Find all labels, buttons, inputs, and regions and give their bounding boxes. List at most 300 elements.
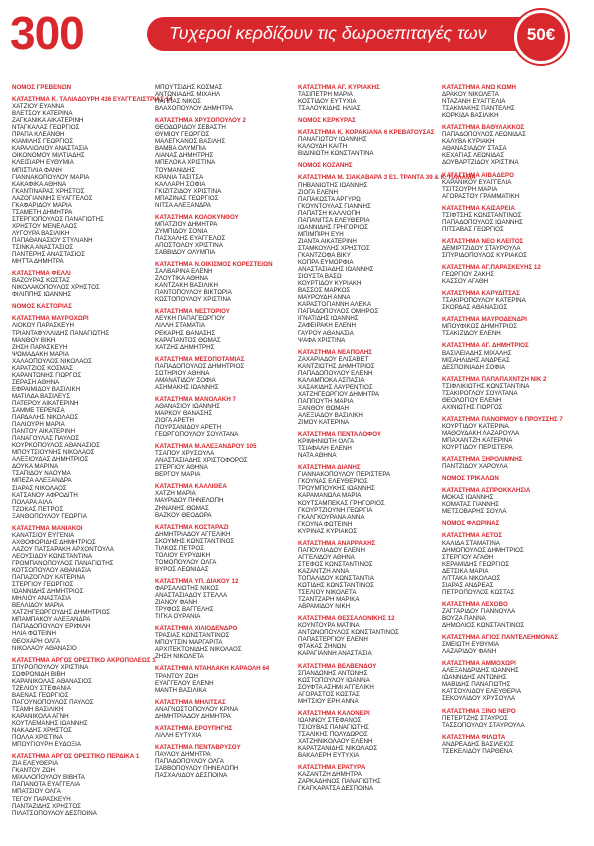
winner-name: ΠΑΠΑΚΩΣΤΑ ΑΡΓΥΡΩ <box>298 195 361 203</box>
section-title: ΚΑΤΑΣΤΗΜΑ ΝΤΑΗΛΑΚΗ ΚΑΡΑΟΛΗ 64 <box>155 665 270 673</box>
winner-name: ΚΟΠΡΑ ΕΥΜΟΡΦΙΑ <box>298 259 354 267</box>
winner-name: ΠΡΑΠΑ ΚΛΕΑΝΘΗ <box>12 131 65 139</box>
winner-name: ΠΑΠΠΑΣ ΝΙΚΟΣ <box>155 98 201 106</box>
column-2 <box>155 84 300 784</box>
winner-name: ΚΙΑΜΙΛΗΣ ΓΕΩΡΓΙΟΣ <box>12 138 74 146</box>
winner-name: ΣΚΟΥΜΗΣ ΚΩΝΣΤΑΝΤΙΝΟΣ <box>155 537 235 545</box>
winner-name: ΤΣΑΜΗ ΒΑΣΙΛΙΚΗ <box>12 705 64 713</box>
winner-name: ΣΙΑΡΑΣ ΑΝΔΡΕΑΣ <box>442 581 494 589</box>
winner-name: ΔΕΣΠΟΙΝΙΑΔΗ ΣΟΦΙΑ <box>442 363 506 371</box>
store-section <box>12 96 173 266</box>
winner-name: ΨΩΜΑΔΑΚΗ ΜΑΡΙΑ <box>12 350 69 358</box>
store-section <box>442 487 587 515</box>
winner-name: ΠΑΤΕΡΟΥ ΑΙΚΑΤΕΡΙΝΗ <box>12 399 79 407</box>
section-title: ΚΑΤΑΣΤΗΜΑ ΚΑΡΥΔΙΤΣΑΣ <box>442 290 520 298</box>
section-title: ΚΑΤΑΣΤΗΜΑ ΜΑΥΡΟΧΩΡΙ <box>12 315 89 323</box>
winner-name: ΚΥΡΙΝΑΣ ΚΥΡΙΑΚΟΣ <box>298 527 358 535</box>
winner-name: ΚΑΛΥΒΑ ΚΥΡΙΑΚΗ <box>442 138 495 146</box>
winner-name: ΑΝΑΣΤΑΣΙΑΔΗΣ ΙΩΑΝΝΗΣ <box>298 266 374 274</box>
winner-name: ΑΜΑΝΑΤΙΔΟΥ ΣΟΦΙΑ <box>155 376 216 384</box>
winner-name: ΑΧΘΟΦΟΡΙΔΗΣ ΔΗΜΗΤΡΙΟΣ <box>12 538 96 546</box>
winner-name: ΜΠΙΣΤΙΛΙΑ ΦΑΝΗ <box>12 166 62 174</box>
store-section <box>442 456 587 470</box>
section-title: ΚΑΤΑΣΤΗΜΑ ΠΑΠΑΠΑΧΝΤΖΗ ΝΙΚ 2 <box>442 375 547 383</box>
section-title: ΚΑΤΑΣΤΗΜΑ Κ. ΚΟΡΑΚΙΑΝΑ 6 ΚΡΕΒΑΤΟΥΣΑΣ <box>298 129 435 137</box>
winner-name: ΣΤΕΦΟΣ ΚΩΝΣΤΑΝΤΙΝΟΣ <box>298 560 373 568</box>
winner-name: ΚΟΣΤΙΔΟΥ ΕΥΤΥΧΙΑ <box>298 98 357 106</box>
winner-name: ΚΑΤΣΟΥΛΙΔΟΥ ΕΛΕΥΘΕΡΙΑ <box>442 688 521 696</box>
winner-name: ΑΝΑΣΤΑΣΙΑΔΗΣ ΧΡΙΣΤΟΦΟΡΟΣ <box>155 457 248 465</box>
winner-name: ΠΑΝΤΖΙΔΟΥ ΧΑΡΟΥΛΑ <box>442 463 508 471</box>
section-title: ΚΑΤΑΣΤΗΜΑ ΑΝΑΡΡΑΧΗΣ <box>298 539 376 547</box>
winner-name: ΒΑΕΝΑΣ ΓΕΩΡΓΙΟΣ <box>12 691 69 699</box>
winner-name: ΓΡΟΜΠΑΝΟΠΟΥΛΟΣ ΠΑΝΑΓΙΩΤΗΣ <box>12 560 114 567</box>
winner-name: ΧΡΗΣΤΟΥ ΜΕΝΕΛΑΟΣ <box>12 222 78 230</box>
winner-name: ΤΡΑΝΤΟΥ ΖΩΗ <box>155 672 198 680</box>
winner-name: ΜΑΘΟΥΔΑΚΗ ΛΑΖΑΡΟΥΛΑ <box>442 429 520 437</box>
winner-name: ΤΖΟΚΑΣ ΠΕΤΡΟΣ <box>12 505 64 513</box>
winner-name: ΚΑΡΑΓΙΑΝΝΗ ΑΝΑΣΤΑΣΙΑ <box>298 650 372 658</box>
section-title: ΚΑΤΑΣΤΗΜΑ ΠΑΝΟΡΜΟΥ 6 ΠΡΟΥΣΣΗΣ 7 <box>442 415 563 423</box>
winner-name: ΚΑΛΙΔΑ ΣΤΑΜΑΤΙΝΑ <box>442 539 500 547</box>
winner-name: ΡΕΚΑΡΗΣ ΘΑΝΑΣΗΣ <box>155 329 216 337</box>
header-title: Τυχεροί κερδίζουν τις δωροεπιταγές των <box>169 23 487 43</box>
section-title: ΚΑΤΑΣΤΗΜΑ ΝΕΣΤΟΡΙΟΥ <box>155 308 230 316</box>
winner-name: ΚΟΥΡΤΙΔΟΥ ΚΥΡΙΑΚΗ <box>298 280 362 288</box>
store-section <box>155 725 300 739</box>
winner-name: ΜΕΤΣΟΒΑΡΗΣ ΣΟΥΛΑ <box>442 508 507 516</box>
winner-name: ΒΥΡΟΣ ΛΕΩΝΙΔΑΣ <box>155 565 209 573</box>
winner-name: ΜΑΒΙΔΗΣ ΠΑΝΑΓΙΩΤΗΣ <box>442 681 511 689</box>
winner-name: ΚΟΥΡΤΙΔΟΥ ΠΕΡΙΣΤΕΡΑ <box>442 444 513 452</box>
winner-name: ΠΑΝΤΕΡΗΣ ΑΝΑΣΤΑΣΙΟΣ <box>12 251 85 259</box>
winner-name: ΖΗΣΗ ΠΑΡΑΣΚΕΥΗ <box>12 343 68 351</box>
winner-name: ΣΩΤΗΡΙΟΥ ΑΘΗΝΑ <box>155 369 210 377</box>
winner-name: ΛΙΟΚΟΥ ΠΑΡΑΣΚΕΥΗ <box>12 322 75 330</box>
column-4 <box>442 84 587 760</box>
winner-name: ΒΛΑΧΟΠΟΥΛΟΥ ΔΗΜΗΤΡΑ <box>155 105 233 113</box>
store-section <box>155 443 300 478</box>
section-title: ΚΑΤΑΣΤΗΜΑ ΕΡΑΤΥΡΑ <box>298 764 366 772</box>
winner-name: ΠΑΠΑΔΟΠΟΥΛΟΥ ΟΛΓΑ <box>155 757 224 765</box>
winner-name: ΘΕΟΔΩΡΙΔΟΥ ΣΕΒΑΣΤΗ <box>155 124 226 132</box>
winner-name: ΒΑΖΟΥΡΑΣ ΚΩΣΤΑΣ <box>12 277 70 285</box>
store-section <box>155 261 300 303</box>
winner-name: ΝΤΑΓΚΑΛΑΣ ΓΕΩΡΓΙΟΣ <box>12 124 80 132</box>
store-section <box>12 753 157 816</box>
winner-name: ΜΠΟΥΦΙΚΟΣ ΔΗΜΗΤΡΙΟΣ <box>442 323 518 331</box>
winner-name: ΕΦΡΑΙΜΙΔΟΥ ΒΑΣΙΛΙΚΗ <box>12 385 81 393</box>
winner-name: ΜΑΝΤΗ ΒΑΣΙΛΙΚΑ <box>155 686 207 694</box>
section-title: ΚΑΤΑΣΤΗΜΑ ΞΗΡΟΛΙΜΝΗΣ <box>442 456 523 464</box>
winner-name: ΣΤΕΡΓΙΟΥ ΑΓΑΘΗ <box>442 553 494 561</box>
store-section <box>442 264 587 285</box>
winner-name: ΜΠΑΧΑΝΤΖΗ ΚΑΤΕΡΙΝΑ <box>442 437 513 445</box>
winner-name: ΤΖΕΛΙΟΥ ΣΤΕΦΑΝΙΑ <box>12 684 71 692</box>
section-title: ΚΑΤΑΣΤΗΜΑ ΝΕΑΠΟΛΗΣ <box>298 348 372 356</box>
winner-name: ΣΤΕΡΓΙΟΥ ΓΕΩΡΓΙΟΣ <box>12 581 74 589</box>
winner-name: ΖΑΦΕΙΡΑΚΗ ΕΛΕΝΗ <box>298 322 356 330</box>
winner-name: ΜΠΟΥΤΣΙΝ ΜΑΡΓΑΡΙΤΑ <box>155 639 223 647</box>
winner-name: ΔΕΤΣΙΚΑ ΜΑΡΙΑ <box>442 567 489 575</box>
winner-name: ΤΑΣΣΟΠΟΥΛΟΥ ΣΤΑΥΡΟΥΛΑ <box>442 721 525 729</box>
winner-name: ΚΑΡΑΝΤΩΝΗΣ ΓΙΩΡΓΟΣ <box>12 371 82 379</box>
winner-name: ΚΩΣΤΟΠΟΥΛΟΥ ΙΩΑΝΝΑ <box>298 676 370 684</box>
section-title: ΚΑΤΑΣΤΗΜΑ ΑΓ. ΚΥΡΙΑΚΗΣ <box>298 84 380 91</box>
winner-name: ΛΙΛΛΗ ΣΤΑΜΑΤΙΑ <box>155 322 206 330</box>
winner-name: ΓΑΥΡΟΥ ΑΘΑΝΑΣΙΑ <box>298 329 354 337</box>
store-section <box>155 396 300 438</box>
winner-name: ΒΑΜΒΑ ΟΛΥΜΠΙΑ <box>155 145 207 153</box>
winner-name: ΜΑΥΡΟΥΔΗ ΑΝΝΑ <box>298 294 351 302</box>
winner-name: ΜΗΤΣΙΟΥ ΕΡΗ ΑΝΝΑ <box>298 697 359 705</box>
winner-name: ΑΧΙΝΙΩΤΗΣ ΓΙΩΡΓΟΣ <box>442 403 503 411</box>
section-title: ΝΟΜΟΣ ΦΛΩΡΙΝΑΣ <box>442 520 500 528</box>
section-title: ΚΑΤΑΣΤΗΜΑ ΞΙΝΟ ΝΕΡΟ <box>442 707 516 715</box>
store-section <box>155 483 300 518</box>
winner-name: ΚΑΚΑΦΙΚΑ ΑΘΗΝΑ <box>12 180 67 188</box>
winner-name: ΚΑΡΑΠΑΝΤΟΣ ΘΩΜΑΣ <box>155 336 221 344</box>
winner-name: ΠΟΛΑΡΑ ΑΙΛΑ <box>12 498 53 506</box>
winner-name: ΠΙΛΑΤΣΟΠΟΥΛΟΥ ΔΕΣΠΟΙΝΑ <box>12 809 97 817</box>
section-title: ΚΑΤΑΣΤΗΜΑ ΑΡΓΟΣ ΟΡΕΣΤΙΚΟ ΑΚΡΟΠΟΛΕΩΣ 1 <box>12 656 156 664</box>
store-section <box>442 172 587 200</box>
section-title: ΚΑΤΑΣΤΗΜΑ ΚΟΛΟΚΥΝΘΟΥ <box>155 213 239 221</box>
winner-name: ΠΕΤΕΡΤΖΗΣ ΣΤΑΥΡΟΣ <box>442 714 508 722</box>
winner-name: ΤΣΕΚΕΛΙΔΟΥ ΠΑΡΘΕΝΑ <box>442 747 513 755</box>
winner-name: ΓΚΟΥΡΤΖΙΟΥΝΗ ΓΕΩΡΓΙΑ <box>298 506 373 514</box>
winner-name: ΙΩΑΝΝΙΔΗΣ ΑΝΤΩΝΗΣ <box>442 674 507 682</box>
winner-name: ΤΣΑΛΟΥΚΙΔΗΣ ΗΛΙΑΣ <box>298 105 361 113</box>
winner-name: ΠΑΠΠΟΥΤΗ ΜΑΡΙΑ <box>298 397 354 405</box>
section-title: ΚΑΤΑΣΤΗΜΑ ΑΓ. ΔΗΜΗΤΡΙΟΣ <box>442 342 529 350</box>
winner-name: ΠΑΠΑΔΟΠΟΥΛΟΥ ΕΡΙΦΙΛΗ <box>12 623 91 631</box>
winner-name: ΔΕΜΙΡΤΖΙΔΟΥ ΣΤΑΥΡΟΥΛΑ <box>442 244 521 252</box>
winner-name: ΚΑΝΑΤΣΙΟΥ ΕΥΓΕΝΙΑ <box>12 531 75 539</box>
winner-name: ΖΙΟΓΑ ΕΛΕΝΗ <box>298 188 338 196</box>
store-section <box>442 238 587 259</box>
winner-name: ΤΣΑΚΙΡΟΓΛΟΥ ΣΟΥΛΤΑΝΑ <box>442 389 518 397</box>
winner-name: ΝΤΑΖΑΝΗ ΕΥΑΓΓΕΛΙΑ <box>442 98 506 106</box>
winner-name: ΑΓΟΡΑΣΤΟΣ ΚΩΣΤΑΣ <box>298 690 360 698</box>
winner-name: ΤΟΥΜΑΝΙΔΗΣ <box>155 166 196 174</box>
winner-name: ΑΓΓΕΛΙΔΟΥ ΑΘΗΝΑ <box>298 553 355 561</box>
winner-name: ΚΑΝΤΖΙΩΤΗΣ ΔΗΜΗΤΡΙΟΣ <box>298 362 375 370</box>
winner-name: ΠΑΠΑΔΟΠΟΥΛΟΥ ΕΛΕΝΗ <box>298 369 373 377</box>
winner-name: ΠΑΣΧΑΛΗΣ ΕΥΑΓΓΕΛΟΣ <box>155 234 226 242</box>
winner-name: ΣΙΟΥΣΤΑ ΒΑΣΩ <box>298 273 342 281</box>
store-section <box>298 162 443 169</box>
winner-name: ΤΣΑΠΟΥ ΧΡΥΣΟΥΛΑ <box>155 450 215 458</box>
winner-name: ΠΑΠΑΔΟΠΟΥΛΟΣ ΔΗΜΗΤΡΙΟΣ <box>155 362 245 370</box>
store-section <box>12 270 157 298</box>
winner-name: ΒΑΚΑΛΕΡΗ ΕΥΤΥΧΙΑ <box>298 752 360 760</box>
winner-name: ΛΑΖΑΡΙΔΟΥ ΦΑΝΗ <box>442 648 497 656</box>
winner-name: ΚΟΥΤΣΑΜΠΕΚΑΣ ΓΡΗΓΟΡΙΟΣ <box>298 499 385 507</box>
winner-name: ΧΑΤΖΗΓΕΩΡΓΟΥΔΗΣ ΔΗΜΗΤΡΙΟΣ <box>12 609 111 617</box>
winner-name: ΠΑΝΑΓΟΥΛΑΣ ΠΑΥΛΟΣ <box>12 435 80 443</box>
section-title: ΚΑΤΑΣΤΗΜΑ ΘΕΣΣΑΛΟΝΙΚΗΣ 12 <box>298 615 395 623</box>
store-section <box>298 117 443 124</box>
store-section <box>155 665 300 693</box>
section-title: ΚΑΤΑΣΤΗΜΑ ΧΡΥΣΟΠΟΥΛΟΥ 2 <box>155 117 246 125</box>
winner-name: ΠΑΛΙΟΥΡΗ ΜΑΡΙΑ <box>12 421 65 429</box>
winner-name: ΕΥΑΓΓΕΛΟΥ ΕΛΕΝΗ <box>155 679 214 687</box>
winner-name: ΜΠΑΤΣΙΟΥ ΟΛΓΑ <box>12 788 61 796</box>
winner-name: ΜΟΚΑΣ ΙΩΑΝΝΗΣ <box>442 494 494 502</box>
section-title: ΚΑΤΑΣΤΗΜΑ ΑΜΜΟΧΩΡΙ <box>442 660 516 668</box>
section-title: ΚΑΤΑΣΤΗΜΑ ΑΙΒΑΔΕΡΟ <box>442 171 514 179</box>
winner-name: ΜΑΝΘΟΥ ΒΙΚΗ <box>12 336 56 344</box>
winner-name: ΘΥΜΙΟΥ ΓΕΩΡΓΟΣ <box>155 131 210 139</box>
winner-name: ΣΑΒΒΟΠΟΥΛΟΥ ΠΗΝΕΛΟΠΗ <box>155 765 239 773</box>
title-ribbon <box>147 17 525 51</box>
winner-name: ΚΑΡΑΤΖΙΟΣ ΚΟΣΜΑΣ <box>12 364 73 372</box>
winner-name: ΒΙΔΙΝΙΩΤΗ ΚΩΝΣΤΑΝΤΙΝΑ <box>298 150 374 158</box>
winner-name: ΜΠΕΛΟΚΑ ΧΡΙΣΤΙΝΑ <box>155 159 216 167</box>
section-title: ΚΑΤΑΣΤΗΜΑ ΕΡΟΥΠΗΓΗΣ <box>155 724 233 732</box>
section-title: ΚΑΤΑΣΤΗΜΑ ΛΕΧΟΒΟ <box>442 600 508 608</box>
winner-name: ΦΑΡΣΑΛΙΩΤΗΣ ΝΙΚΟΣ <box>155 585 219 592</box>
header-banner <box>0 0 594 70</box>
winner-name: ΒΑΣΣΟΣ ΜΑΡΚΟΣ <box>298 287 351 295</box>
winner-name: ΛΙΑΝΑΣ ΔΗΜΗΤΡΗΣ <box>155 152 214 160</box>
store-section <box>155 744 300 779</box>
section-title: ΚΑΤΑΣΤΗΜΑ ΜΗΛΙΤΣΑΣ <box>155 698 226 706</box>
section-title: ΚΑΤΑΣΤΗΜΑ ΠΕΝΤΑΛΟΦΟΥ <box>298 431 381 439</box>
winner-name: ΒΟΥΖΑ ΠΑΝΝΑ <box>442 615 486 622</box>
section-title: ΝΟΜΟΣ ΤΡΙΚΑΛΩΝ <box>442 475 499 483</box>
store-section <box>155 356 300 391</box>
winner-name: ΤΣΑΛΙΚΗΣ ΠΟΛΥΔΩΡΟΣ <box>298 730 368 738</box>
winner-name: ΓΕΩΡΓΙΟΥ ΖΑΚΗΣ <box>442 271 495 279</box>
section-title: ΚΑΤΑΣΤΗΜΑ Κ. ΤΑΛΙΑΔΟΥΡΗ 436 ΕΥΑΓΓΕΛΙΣΤΡΙΑΣ 14 <box>12 96 173 104</box>
winner-name: ΑΛΕΞΑΝΔΡΙΔΗΣ ΙΩΑΝΝΗΣ <box>442 667 519 675</box>
winner-name: ΖΙΑΝΟΥ ΦΑΝΗ <box>155 599 198 607</box>
winner-name: ΧΑΤΖΗΣ ΔΗΜΗΤΡΗΣ <box>155 343 215 351</box>
winner-name: ΓΚΑΛΓΚΟΥΡΑΝΑ ΑΝΝΑ <box>298 513 365 521</box>
winner-name: ΑΓΟΡΑΣΤΟΥ ΓΡΑΜΜΑΤΙΚΗ <box>442 192 520 200</box>
winner-name: ΤΣΑΜΕΤΗ ΔΗΜΗΤΡΑ <box>12 208 73 216</box>
store-section <box>442 475 587 482</box>
section-title: ΚΑΤΑΣΤΗΜΑ ΜΑΥΡΟΔΕΝΔΡΙ <box>442 316 527 324</box>
winner-name: ΤΖΑΝΤΖΑΡΗ ΜΑΡΙΚΑ <box>298 596 360 604</box>
winner-name: ΤΡΑΣΙΑΣ ΚΩΝΣΤΑΝΤΙΝΟΣ <box>155 632 230 640</box>
winner-name: ΧΑΤΖΗ ΜΑΡΙΑ <box>155 490 196 498</box>
winner-name: ΑΛΕΞΙΟΥΔΑΣ ΔΗΜΗΤΡΙΟΣ <box>12 456 89 464</box>
winner-name: ΔΗΜΗΤΡΙΑΔΟΥ ΔΗΜΗΤΡΑ <box>155 712 231 720</box>
winner-name: ΚΟΥΡΚΟΠΟΥΛΟΣ ΑΘΑΝΑΣΙΟΣ <box>12 442 100 450</box>
winner-name: ΠΑΡΔΑΛΗΣ ΝΙΚΟΛΑΟΣ <box>12 414 79 422</box>
section-title: ΚΑΤΑΣΤΗΜΑ Μ.ΑΛΕΞΑΝΔΡΟΥ 105 <box>155 443 257 451</box>
store-section <box>298 764 443 792</box>
section-title: ΚΑΤΑΣΤΗΜΑ ΑΓ.ΠΑΡΑΣΚΕΥΗΣ 12 <box>442 264 541 272</box>
store-section <box>155 578 300 620</box>
winner-name: ΚΑΛΑΜΠΟΚΑ ΑΣΠΑΣΙΑ <box>298 376 365 384</box>
winner-name: ΓΚΑΓΚΑΡΑΤΣΑ ΔΕΣΠΟΙΝΑ <box>298 785 374 793</box>
winner-name: ΠΙΤΣΑΒΑΣ ΓΕΩΡΓΙΟΣ <box>442 225 504 233</box>
winner-name: ΚΑΡΑΝΙΚΟΛΑΣ ΑΘΑΝΑΣΙΟΣ <box>12 677 92 685</box>
winner-name: ΤΣΙΟΥΒΑΣ ΠΑΝΑΓΙΩΤΗΣ <box>298 723 369 731</box>
winner-name: ΣΠΥΡΟΠΟΥΛΟΥ ΧΡΙΣΤΙΝΑ <box>12 663 89 671</box>
winner-name: ΓΚΑΝΤΙΝΑΡΑΣ ΧΡΗΣΤΟΣ <box>12 187 85 195</box>
winner-name: ΙΩΑΝΝΙΔΗΣ ΔΗΜΗΤΡΙΟΣ <box>12 588 84 596</box>
store-section <box>442 342 587 370</box>
winner-name: ΗΛΙΑ ΦΩΤΕΙΝΗ <box>12 630 56 638</box>
winner-name: ΝΙΚΟΛΑΟΥ ΑΘΑΝΑΣΙΟ <box>12 644 77 652</box>
store-section <box>442 290 587 311</box>
winner-name: ΣΙΑΡΑΣ ΝΙΚΟΛΑΟΣ <box>12 484 67 492</box>
store-section <box>155 524 300 573</box>
voucher-amount: 50€ <box>526 25 556 44</box>
store-section <box>298 129 443 157</box>
store-section <box>298 663 443 705</box>
store-section <box>442 84 587 119</box>
winner-name: ΛΕΟΥΣΙΔΟΥ ΚΩΝΣΤΑΝΤΙΝΑ <box>12 552 92 560</box>
winner-name: ΜΠΑΜΠΑΚΟΥ ΑΛΕΞΑΝΔΡΑ <box>12 616 91 624</box>
winner-name: ΜΠΑΤΖΙΟΥ ΔΗΜΗΤΡΑ <box>155 220 218 228</box>
winner-name: ΛΕΥΚΗ ΠΑΠΑΓΕΩΡΓΙΟΥ <box>155 315 226 323</box>
winner-name: ΚΑΡΑΣΤΟΓΙΑΝΝΗ ΑΛΕΚΑ <box>298 301 372 309</box>
winner-name: ΚΟΥΤΛΕΜΑΝΗΣ ΙΩΑΝΝΗΣ <box>12 720 88 728</box>
store-section <box>442 316 587 337</box>
section-title: ΚΑΤΑΣΤΗΜΑ ΑΡΓΟΣ ΟΡΕΣΤΙΚΟ ΠΕΡΔΙΚΑ 1 <box>12 753 140 761</box>
winner-name: ΓΚΟΥΝΑΣ ΕΛΕΥΘΕΡΙΟΣ <box>298 478 368 486</box>
column-1 <box>12 84 173 822</box>
store-section <box>298 431 443 459</box>
winner-name: ΚΑΛΟΥΔΗ ΚΑΙΤΗ <box>298 143 348 151</box>
winner-name: ΣΠΥΡΙΔΟΠΟΥΛΟΣ ΚΥΡΙΑΚΟΣ <box>442 251 527 259</box>
store-section <box>442 734 587 755</box>
winner-name: ΚΑΛΛΑΡΗ ΣΟΦΙΑ <box>155 180 206 188</box>
winner-name: ΤΡΙΑΝΤΑΦΥΛΛΙΔΗΣ ΠΑΝΑΓΙΩΤΗΣ <box>12 329 110 337</box>
winner-name: ΒΑΣΙΛΕΙΑΔΗΣ ΜΙΧΑΛΗΣ <box>442 349 512 357</box>
winner-name: ΙΩΑΝΝΙΔΗΣ ΓΡΗΓΟΡΙΟΣ <box>298 223 368 231</box>
winner-name: ΣΤΕΡΓΙΟΠΟΥΛΟΣ ΠΑΝΑΓΙΩΤΗΣ <box>12 215 104 223</box>
store-section <box>442 634 587 655</box>
store-section <box>298 349 443 427</box>
winner-name: ΤΣΑΚΙΖΙΔΟΥ ΕΛΕΝΗ <box>442 330 501 338</box>
winner-name: ΓΚΑΦΑΡΙΔΟΥ ΜΑΡΙΑ <box>12 201 72 209</box>
winner-name: ΜΠΟΥΓΙΟΥΡΗ ΕΥΔΟΞΙΑ <box>12 741 82 749</box>
winner-name: ΝΑΚΑΔΗΣ ΧΡΗΣΤΟΣ <box>12 727 72 735</box>
winner-name: ΓΚΟΥΝΑ ΦΩΤΕΙΝΗ <box>298 520 353 528</box>
winner-name: ΝΙΚΟΛΑΚΟΠΟΥΛΟΣ ΧΡΗΣΤΟΣ <box>12 284 100 292</box>
store-section <box>442 376 587 411</box>
winner-name: ΣΑΒΒΙΔΟΥ ΟΛΥΜΠΙΑ <box>155 249 216 257</box>
winner-name: ΜΑΥΡΙΔΟΥ ΠΗΝΕΛΟΠΗ <box>155 497 224 505</box>
winner-name: ΚΕΧΑΓΙΑΣ ΛΕΩΝΙΔΑΣ <box>442 152 505 160</box>
winner-name: ΓΚΙΖΙΤΖΙΔΟΥ ΧΡΙΣΤΙΝΑ <box>155 187 222 195</box>
winner-name: ΖΛΟΥΤΙΚΑ ΑΘΗΝΑ <box>155 275 209 283</box>
winner-name: ΚΟΤΣΟΠΟΥΛΟΥ ΑΘΑΝΑΣΙΑ <box>12 567 92 575</box>
winner-name: ΧΑΤΖΗΓΕΩΡΓΙΟΥ ΔΗΜΗΤΡΑ <box>298 390 380 398</box>
winner-name: ΠΑΠΑΤΣΗ ΚΑΛΛΙΟΠΗ <box>298 209 361 217</box>
winner-name: ΙΩΑΝΝΟΥ ΣΤΕΦΑΝΟΣ <box>298 716 362 724</box>
winner-name: ΤΣΙΤΣΟΥΡΗ ΜΑΡΙΑ <box>442 185 498 193</box>
winner-name: ΞΑΝΘΟΥ ΘΩΜΑΗ <box>298 404 349 412</box>
winner-name: ΑΝΑΓΝΩΣΤΟΠΟΥΛΟΥ ΚΡΙΝΑ <box>155 705 239 713</box>
winner-name: ΚΑΣΣΟΥ ΑΓΑΘΗ <box>442 278 489 286</box>
winner-name: ΞΑΝΘΟΠΟΥΛΟΥ ΓΕΩΡΓΙΑ <box>12 512 87 520</box>
section-title: ΚΑΤΑΣΤΗΜΑ ΝΕΟ ΚΛΕΙΤΟΣ <box>442 237 524 245</box>
store-section <box>442 601 587 629</box>
section-title: ΚΑΤΑΣΤΗΜΑ ΚΑΛΛΙΘΕΑ <box>155 483 227 491</box>
winner-name: ΜΑΤΙΛΔΑ ΒΑΣΙΛΕΥΣ <box>12 392 71 400</box>
winner-name: ΔΟΥΚΑ ΜΑΡΙΝΑ <box>12 463 59 471</box>
winner-name: ΑΝΤΩΝΟΠΟΥΛΟΣ ΚΩΝΣΤΑΝΤΙΝΟΣ <box>298 629 399 637</box>
winner-name: ΚΑΡΑΝΙΚΟΥ ΕΥΑΓΓΕΛΙΑ <box>442 178 512 186</box>
winner-name: ΖΗΣΗ ΝΙΚΟΛΕΤΑ <box>155 653 204 661</box>
winner-name: ΖΑΧΑΡΙΑΔΟΥ ΕΛΙΣΑΒΕΤ <box>298 355 369 363</box>
winner-name: ΤΣΙΦΛΙΚΙΩΤΗΣ ΚΩΝΣΤΑΝΤΙΝΑ <box>442 382 530 390</box>
section-title: ΚΑΤΑΣΤΗΜΑ ΒΑΘΥΛΑΚΚΟΣ <box>442 124 525 132</box>
winner-name: ΑΘΑΝΑΣΙΑΔΟΥ ΣΤΑΣΑ <box>442 145 507 153</box>
winner-name: ΠΑΣΧΑΛΙΔΟΥ ΔΕΣΠΟΙΝΑ <box>155 772 228 780</box>
winner-name: ΚΡΙΜΗΝΙΩΤΗ ΟΛΓΑ <box>298 438 355 446</box>
winner-name: ΘΕΟΧΑΡΗ ΟΛΓΑ <box>12 637 61 645</box>
winner-name: ΠΑΠΑΘΑΝΑΣΙΟΥ ΣΤΥΛΙΑΝΗ <box>12 236 93 244</box>
store-section <box>442 124 587 166</box>
winner-name: ΠΑΠΑΔΟΠΟΥΛΟΣ ΙΩΑΝΝΗΣ <box>442 218 523 226</box>
winner-name: ΚΩΣΤΟΠΟΥΛΟΥ ΧΡΙΣΤΙΝΑ <box>155 296 232 304</box>
winner-name: ΣΤΕΡΓΙΟΥ ΑΘΗΝΑ <box>155 464 208 472</box>
winner-name: ΖΑΓΓΑΡΙΔΟΥ ΓΙΑΝΝΟΥΛΑ <box>442 607 516 615</box>
winner-name: ΖΑΡΚΑΔΗΝΟΣ ΠΑΝΑΓΙΩΤΗΣ <box>298 778 381 786</box>
winner-name: ΛΙΛΛΗ ΕΥΤΥΧΙΑ <box>155 731 202 739</box>
winner-name: ΣΕΡΑΣΗ ΑΘΗΝΑ <box>12 378 60 386</box>
section-title: ΚΑΤΑΣΤΗΜΑ ΠΕΝΤΑΒΡΥΣΟΥ <box>155 743 241 751</box>
winner-name: ΤΣΙΑΦΑΛΗ ΕΛΕΝΗ <box>298 445 352 453</box>
store-section <box>442 708 587 729</box>
winner-name: ΠΑΝΑΓΙΩΤΟΥ ΙΩΑΝΝΗΣ <box>298 136 367 144</box>
winner-name: ΑΘΑΝΑΣΙΟΥ ΙΩΑΝΝΗΣ <box>155 402 221 410</box>
section-title: ΚΑΤΑΣΤΗΜΑ ΧΙΛΙΟΔΕΝΔΡΟ <box>155 625 238 633</box>
winner-name: ΛΑΖΟΥ ΠΑΤΣΑΡΑΚΗ ΑΡΧΟΝΤΟΥΛΑ <box>12 545 114 553</box>
winner-name: ΤΡΥΦΟΣ ΒΑΓΓΕΛΗΣ <box>155 606 214 614</box>
store-section <box>442 416 587 451</box>
winner-name: ΑΣΗΜΑΚΗΣ ΙΩΑΝΝΗΣ <box>155 383 219 391</box>
winner-name: ΝΑΤΑ ΑΘΗΝΑ <box>298 452 337 460</box>
store-section <box>155 84 300 112</box>
winner-name: ΚΑΡΑΜΑΝΩΛΑ ΜΑΡΙΑ <box>298 492 362 500</box>
winner-name: ΠΑΓΟΥΝΟΠΟΥΛΟΣ ΠΑΥΛΟΣ <box>12 698 94 706</box>
winner-name: ΒΕΡΓΟΥ ΜΑΡΙΑ <box>155 471 201 479</box>
winner-name: ΜΠΙΜΠΙΡΗ ΕΥΗ <box>298 230 344 238</box>
winner-name: ΤΙΓΚΑ ΟΥΡΑΝΙΑ <box>155 613 201 621</box>
winner-name: ΚΑΡΑΤΖΑΝΙΔΗΣ ΝΙΚΟΛΑΟΣ <box>298 745 378 753</box>
winner-name: ΚΑΤΣΑΝΟΥ ΑΦΡΟΔΙΤΗ <box>12 491 78 499</box>
winner-name: ΑΡΧΙΤΕΚΤΟΝΙΔΗΣ ΝΙΚΟΛΑΟΣ <box>155 646 242 654</box>
winner-name: ΖΙΜΟΥ ΚΑΤΕΡΙΝΑ <box>298 419 350 427</box>
store-section <box>442 520 587 527</box>
winner-name: ΓΚΑΝΤΟΥ ΖΩΗ <box>12 767 56 775</box>
section-title: ΚΑΤΑΣΤΗΜΑ Ν.ΟΙΚΙΣΜΟΣ ΚΟΡΕΣΤΕΙΩΝ <box>155 261 273 269</box>
winner-name: ΤΡΟΥΜΠΟΥΚΗΣ ΙΩΑΝΝΗΣ <box>298 485 375 493</box>
winner-name: ΠΑΠΑΣΤΕΡΓΙΟΥ ΕΛΕΝΗ <box>298 636 368 644</box>
winner-name: ΜΗΤΤΑ ΔΗΜΗΤΡΑ <box>12 258 64 266</box>
section-title: ΝΟΜΟΣ ΚΑΣΤΟΡΙΑΣ <box>12 303 72 311</box>
store-section <box>155 699 300 720</box>
section-title: ΚΑΤΑΣΤΗΜΑ ΑΕΤΟΣ <box>442 532 503 540</box>
winner-name: ΖΙΑΝΤΑ ΑΙΚΑΤΕΡΙΝΗ <box>298 237 357 245</box>
winner-name: ΑΝΤΩΝΙΑΔΗΣ ΜΙΧΑΗΛ <box>155 91 221 99</box>
winner-name: ΖΙΟΓΑ ΑΡΕΤΗ <box>155 417 194 425</box>
winner-name: ΒΑΖΚΟΥ ΘΕΟΔΩΡΑ <box>155 511 212 519</box>
winner-name: ΤΣΑΚΙΡΟΠΟΥΛΟΥ ΚΑΤΕΡΙΝΑ <box>442 297 526 305</box>
winner-name: ΤΣΙΝΚΑ ΑΝΑΣΤΑΣΙΟΣ <box>12 244 74 252</box>
winner-name: ΠΗΒΑΝΙΩΤΗΣ ΙΩΑΝΝΗΣ <box>298 181 368 189</box>
